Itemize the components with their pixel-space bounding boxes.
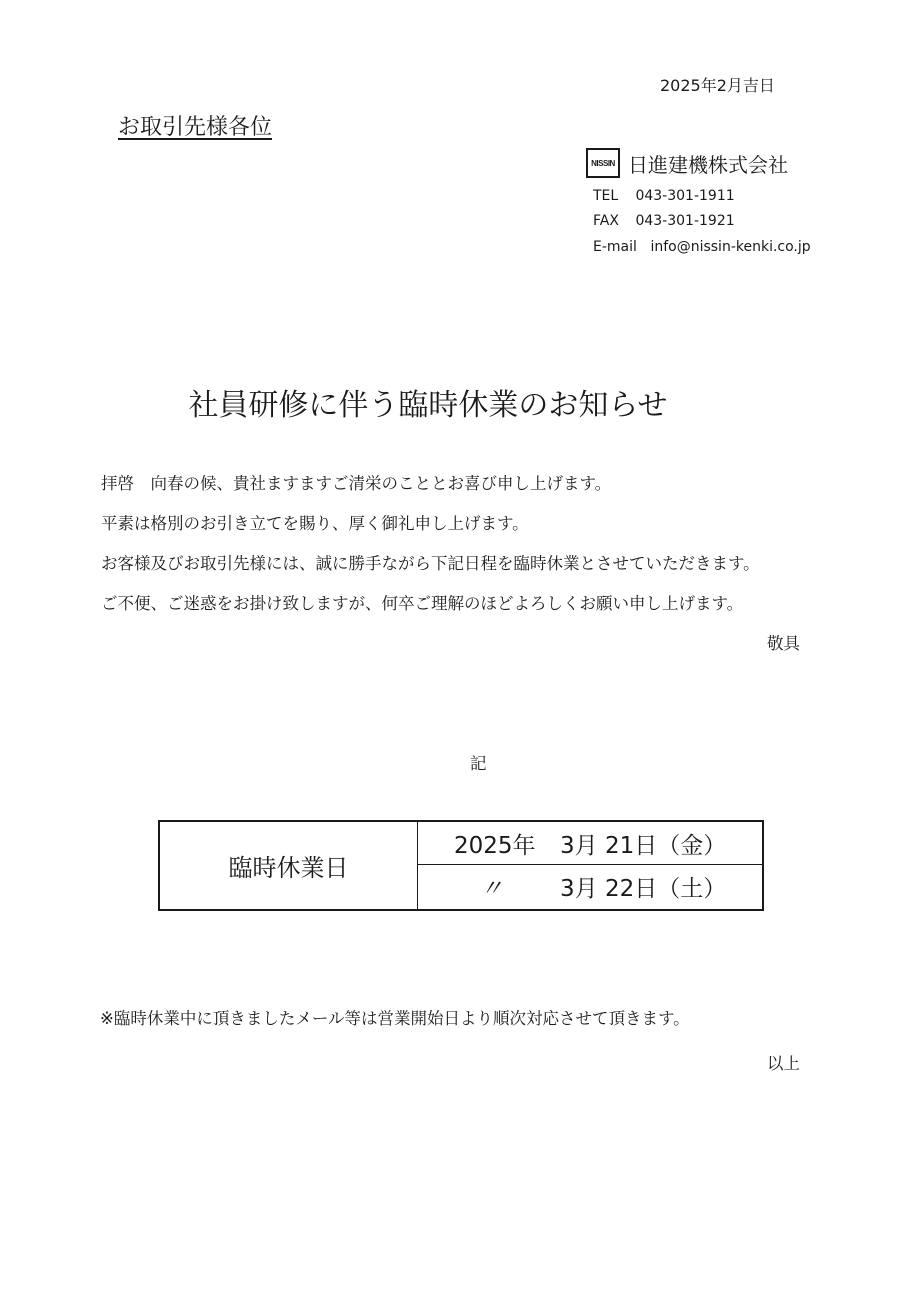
company-name: 日進建機株式会社 <box>628 152 788 177</box>
letter-date: 2025年2月吉日 <box>660 76 775 95</box>
email-address: info@nissin-kenki.co.jp <box>650 239 811 255</box>
addressee: お取引先様各位 <box>118 115 273 140</box>
closing-keigu: 敬具 <box>767 634 800 653</box>
notice-title: 社員研修に伴う臨時休業のお知らせ <box>188 388 668 423</box>
body-line-apology: ご不便、ご迷惑をお掛け致しますが、何卒ご理解のほどよろしくお願い申し上げます。 <box>101 594 744 613</box>
schedule-date: 3月 22日（土） <box>560 876 727 902</box>
fax-number: 043-301-1921 <box>635 213 735 229</box>
closure-schedule-table <box>158 820 764 911</box>
schedule-row <box>418 865 762 908</box>
schedule-year-ditto: 〃 <box>480 876 503 902</box>
tel-number: 043-301-1911 <box>635 188 735 204</box>
contact-email <box>593 239 811 255</box>
contact-tel <box>593 188 735 204</box>
email-label: E-mail <box>593 239 637 255</box>
contact-fax <box>593 213 735 229</box>
schedule-row <box>418 822 762 865</box>
schedule-date: 3月 21日（金） <box>560 832 727 859</box>
closing-ijo: 以上 <box>767 1054 800 1073</box>
schedule-label: 臨時休業日 <box>160 822 418 909</box>
tel-label: TEL <box>593 188 619 204</box>
body-line-announcement: お客様及びお取引先様には、誠に勝手ながら下記日程を臨時休業とさせていただきます。 <box>101 554 760 573</box>
footnote: ※臨時休業中に頂きましたメール等は営業開始日より順次対応させて頂きます。 <box>100 1009 690 1028</box>
schedule-year: 2025年 <box>454 832 536 859</box>
fax-label: FAX <box>593 213 619 229</box>
body-line-thanks: 平素は格別のお引き立てを賜り、厚く御礼申し上げます。 <box>101 514 529 533</box>
ki-marker: 記 <box>470 754 487 773</box>
body-line-greeting: 拝啓 向春の候、貴社ますますご清栄のこととお喜び申し上げます。 <box>101 474 612 493</box>
company-block <box>586 148 788 178</box>
company-logo: NISSIN <box>586 148 620 178</box>
